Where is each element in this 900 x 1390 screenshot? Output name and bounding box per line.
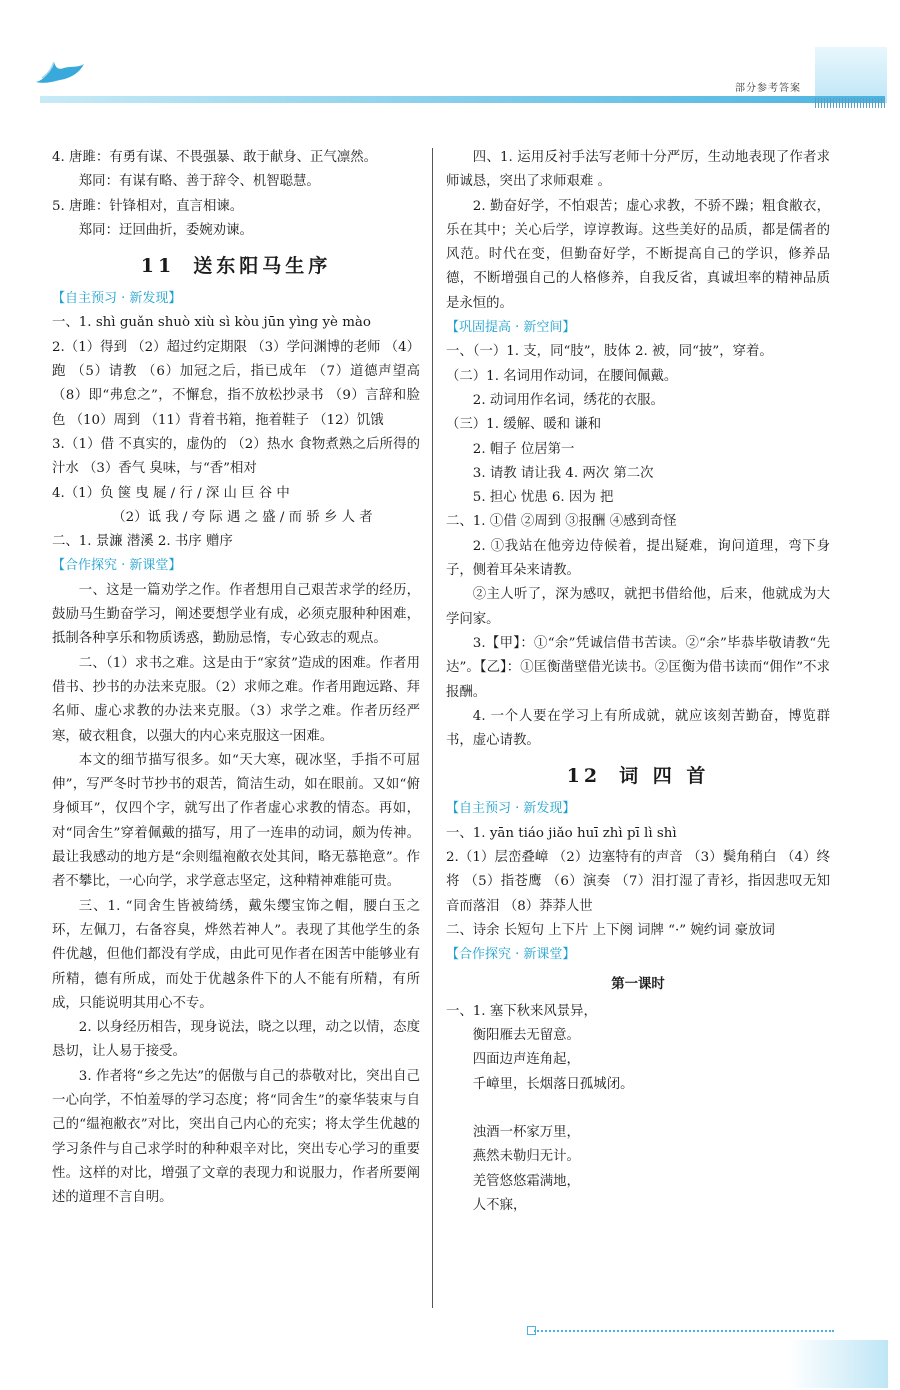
- answer-line: ②主人听了，深为感叹，就把书借给他，后来，他就成为大学问家。: [446, 587, 830, 627]
- answer-line: 郑同：迂回曲折，委婉劝谏。: [78, 222, 253, 238]
- answer-line: （三）1. 缓解、暖和 谦和: [446, 417, 602, 433]
- header-band: [40, 96, 885, 103]
- answer-line: 人不寐，: [472, 1197, 527, 1213]
- answer-line: 四、1. 运用反衬手法写老师十分严厉，生动地表现了作者求师诚恳，突出了求师艰难 。: [446, 150, 830, 190]
- right-column: [446, 146, 830, 1218]
- answer-line: 5. 担心 忧患 6. 因为 把: [472, 490, 614, 506]
- answer-line: 羌管悠悠霜满地，: [472, 1173, 580, 1189]
- footer-dotted-line: [534, 1330, 834, 1332]
- answer-line: 一、1. yān tiáo jiǎo huī zhì pī lì shì: [446, 825, 677, 841]
- answer-line: 四面边声连角起，: [472, 1052, 580, 1068]
- answer-line: 千嶂里，长烟落日孤城闭。: [472, 1076, 634, 1092]
- answer-list: [52, 311, 420, 554]
- section-name: 送东阳马生序: [193, 255, 332, 278]
- answer-line: 一、（一）1. 支，同“肢”，肢体 2. 被，同“披”，穿着。: [446, 344, 773, 360]
- section-tag: 【合作探究 · 新课堂】: [446, 947, 576, 963]
- answer-line: 三、1. “同舍生皆被绮绣，戴朱缨宝饰之帽，腰白玉之环，左佩刀，右备容臭，烨然若神人”。表现了其他学生的条件优越，但他们都没有学成，由此可见作者在困苦中能够业有所精，德有所成，而处于优越条件下的人不能有所精，有所成，只能说明其用心不专。: [52, 898, 420, 1011]
- answer-line: 2. 勤奋好学，不怕艰苦；虚心求教，不骄不躁；粗食敝衣，乐在其中；关心后学，谆谆教诲。这些美好的品质，都是儒者的风范。时代在变，但勤奋好学，不断提高自己的学识，修养品德，不断增强自己的人格修养，自我反省，真诚坦率的精神品质是永恒的。: [446, 198, 830, 311]
- section-tag: 【自主预习 · 新发现】: [446, 801, 576, 817]
- footer-band: [788, 1340, 888, 1388]
- answer-line: 3. 作者将“乡之先达”的倨傲与自己的恭敬对比，突出自己一心向学，不怕羞辱的学习态度；将“同舍生”的豪华装束与自己的“缊袍敝衣”对比，突出自己内心的充实；将太学生优越的学习条件与自己求学时的种种艰辛对比，突出专心学习的重要性。这样的对比，增强了文章的表现力和说服力，作者所要阐述的道理不言自明。: [52, 1068, 420, 1206]
- bird-logo-icon: [34, 56, 86, 86]
- answer-line: 2. 以身经历相告，现身说法，晓之以理，动之以情，态度恳切，让人易于接受。: [52, 1020, 420, 1060]
- section-tag: 【合作探究 · 新课堂】: [52, 558, 182, 574]
- header-barcode: [815, 98, 885, 108]
- answer-line: 5. 唐雎：针锋相对，直言相谏。: [52, 198, 244, 214]
- answer-list: [52, 579, 420, 1211]
- section-11-title: [52, 253, 420, 279]
- section-name: 词 四 首: [619, 765, 710, 788]
- answer-line: 燕然未勒归无计。: [472, 1149, 580, 1165]
- answer-line: 一、1. 塞下秋来风景异，: [446, 1003, 597, 1019]
- answer-line: 2.（1）层峦叠嶂 （2）边塞特有的声音 （3）鬓角稍白 （4）终将 （5）指苍鹰 （6）演奏 （7）泪打湿了青衫，指因悲叹无知音而落泪 （8）莽莽人世: [446, 850, 830, 914]
- answer-line: 浊酒一杯家万里，: [472, 1124, 580, 1140]
- section-tag: 【自主预习 · 新发现】: [52, 291, 182, 307]
- answer-list: [446, 340, 830, 753]
- section-number: 12: [566, 765, 602, 788]
- left-pre-list: [52, 146, 420, 243]
- answer-line: （二）1. 名词用作动词，在腰间佩戴。: [446, 368, 678, 384]
- answer-line: 二、（1）求书之难。这是由于“家贫”造成的困难。作者用借书、抄书的办法来克服。（2）求师之难。作者用跑远路、拜名师、虚心求教的办法来克服。（3）求学之难。作者历经严寒，破衣粗食，以强大的内心来克服这一困难。: [52, 655, 420, 744]
- poem-stanza: [446, 1000, 830, 1097]
- answer-line: 4. 一个人要在学习上有所成就，就应该刻苦勤奋，博览群书，虚心请教。: [446, 708, 830, 749]
- answer-list: [446, 822, 830, 943]
- answer-line: 2. ①我站在他旁边侍候着，提出疑难，询问道理，弯下身子，侧着耳朵来请教。: [446, 538, 830, 579]
- header-tab: [815, 47, 887, 103]
- answer-line: 二、1. 景濂 潜溪 2. 书序 赠序: [52, 534, 233, 550]
- answer-line: 衡阳雁去无留意。: [472, 1028, 580, 1044]
- left-column: [52, 146, 420, 1210]
- answer-line: （2）诋 我 / 夸 际 遇 之 盛 / 而 骄 乡 人 者: [112, 509, 373, 525]
- answer-line: 4.（1）负 箧 曳 屣 / 行 / 深 山 巨 谷 中: [52, 485, 290, 501]
- poem-stanza: [446, 1121, 830, 1218]
- answer-line: 本文的细节描写很多。如“天大寒，砚冰坚，手指不可屈伸”，写严冬时节抄书的艰苦，简洁生动，如在眼前。又如“俯身倾耳”，仅四个字，就写出了作者虚心求教的情态。再如，对“同舍生”穿着佩戴的描写，用了一连串的动词，颇为传神。最让我感动的地方是“余则缊袍敝衣处其间，略无慕艳意”。作者不攀比，一心向学，求学意志坚定，这种精神难能可贵。: [52, 752, 420, 890]
- section-12-title: [446, 763, 830, 789]
- answer-list: [446, 146, 830, 316]
- page-header: [0, 0, 900, 118]
- section-number: 11: [140, 255, 176, 278]
- answer-line: 4. 唐雎：有勇有谋、不畏强暴、敢于献身、正气凛然。: [52, 150, 378, 165]
- answer-line: 一、1. shì guǎn shuò xiù sì kòu jūn yìng yè mào: [52, 315, 371, 331]
- answer-line: 2. 帽子 位居第一: [472, 441, 575, 457]
- answer-line: 2.（1）得到 （2）超过约定期限 （3）学问渊博的老师 （4）跑 （5）请教 （6）加冠之后，指已成年 （7）道德声望高 （8）即“弗怠之”，不懈怠，指不放松抄录书 （9）言辞和脸色 （10）周到 （11）背着书箱，拖着鞋子 （12）饥饿: [52, 339, 420, 428]
- answer-line: 二、诗余 长短句 上下片 上下阕 词牌 “·” 婉约词 豪放词: [446, 922, 775, 938]
- answer-line: 3.【甲】：①“余”凭诚信借书苦读。②“余”毕恭毕敬请教“先达”。【乙】：①匡衡凿壁借光读书。②匡衡为借书读而“佣作”不求报酬。: [446, 635, 830, 700]
- answer-line: 二、1. ①借 ②周到 ③报酬 ④感到奇怪: [446, 514, 677, 530]
- lesson-subtitle: 第一课时: [611, 975, 665, 992]
- section-tag: 【巩固提高 · 新空间】: [446, 320, 576, 336]
- answer-line: 郑同：有谋有略、善于辞令、机智聪慧。: [78, 174, 320, 190]
- answer-line: 一、这是一篇劝学之作。作者想用自己艰苦求学的经历，鼓励马生勤奋学习，阐述要想学业有成，必须克服种种困难，抵制各种享乐和物质诱惑，勤励忌惰，专心致志的观点。: [52, 582, 420, 647]
- column-divider: [432, 148, 433, 1308]
- answer-line: 2. 动词用作名词，绣花的衣服。: [472, 392, 664, 408]
- header-title: 部分参考答案: [735, 83, 801, 94]
- answer-line: 3. 请教 请让我 4. 两次 第二次: [472, 465, 654, 481]
- answer-line: 3.（1）借 不真实的，虚伪的 （2）热水 食物煮熟之后所得的汁水 （3）香气 臭味，与“香”相对: [52, 436, 420, 477]
- stanza-gap: [446, 1097, 830, 1121]
